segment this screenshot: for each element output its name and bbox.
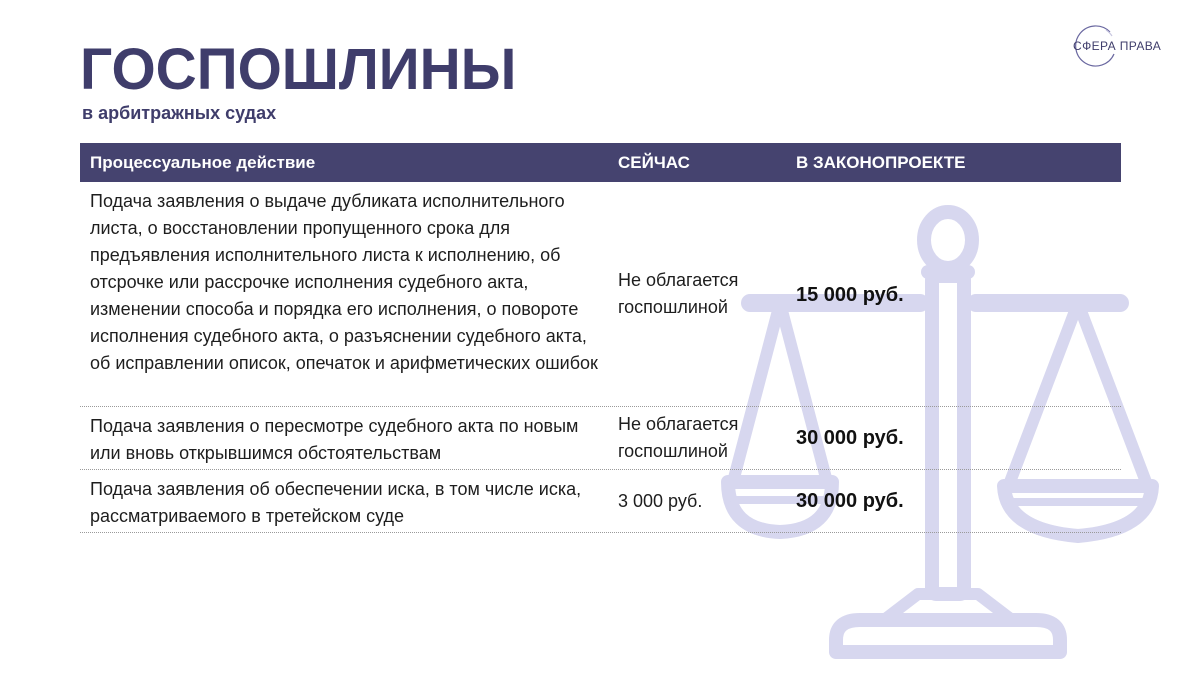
cell-action: Подача заявления о выдаче дубликата исполнительного листа, о восстановлении пропущенного срока для предъявления исполнительного листа к исполнению, об отсрочке или рассрочке исполнения судебного акта, изменении способа и порядка его исполнения, о повороте исполнения судебного акта, о разъяснении судебного акта, об исправлении описок, опечаток и арифметических ошибок [90,191,598,373]
column-header-proposed: В ЗАКОНОПРОЕКТЕ [796,152,966,172]
cell-action: Подача заявления о пересмотре судебного акта по новым или вновь открывшимся обстоятельствам [90,416,579,463]
table-header [80,143,1121,182]
logo [1070,24,1166,68]
table-row [80,407,1121,470]
cell-now: 3 000 руб. [618,490,703,511]
cell-proposed: 30 000 руб. [796,489,904,512]
table-row [80,470,1121,533]
column-header-now: СЕЙЧАС [618,152,690,172]
cell-proposed: 30 000 руб. [796,426,904,449]
cell-now: Не облагается госпошлиной [618,270,739,317]
page-subtitle: в арбитражных судах [82,103,277,123]
table-row [80,182,1121,407]
cell-proposed: 15 000 руб. [796,283,904,306]
fees-table [80,143,1121,533]
cell-action: Подача заявления об обеспечении иска, в том числе иска, рассматриваемого в третейском суде [90,479,582,526]
page-title: ГОСПОШЛИНЫ [80,37,517,102]
logo-text: СФЕРА ПРАВА [1073,39,1162,53]
cell-now: Не облагается госпошлиной [618,414,739,461]
column-header-action: Процессуальное действие [90,152,316,172]
